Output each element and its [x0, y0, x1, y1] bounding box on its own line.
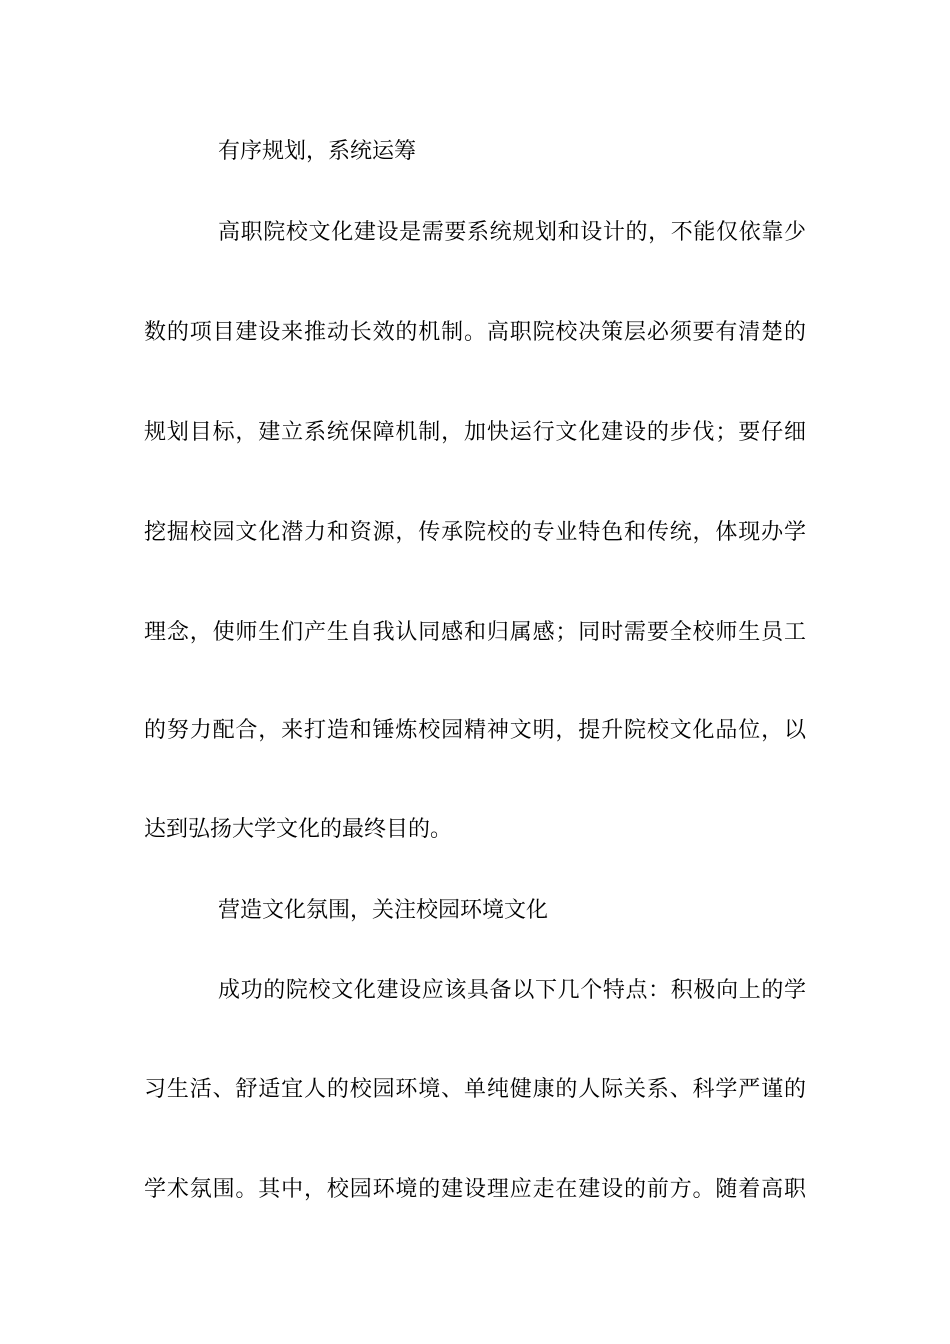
paragraph-line: 理念，使师生们产生自我认同感和归属感；同时需要全校师生员工	[144, 620, 806, 645]
paragraph-line: 学术氛围。其中，校园环境的建设理应走在建设的前方。随着高职	[144, 1177, 806, 1202]
paragraph-line: 的努力配合，来打造和锤炼校园精神文明，提升院校文化品位，以	[144, 718, 806, 743]
paragraph-line: 挖掘校园文化潜力和资源，传承院校的专业特色和传统，体现办学	[144, 520, 806, 545]
paragraph-line-last: 达到弘扬大学文化的最终目的。	[144, 817, 453, 842]
paragraph-line: 数的项目建设来推动长效的机制。高职院校决策层必须要有清楚的	[144, 320, 806, 345]
paragraph-line: 成功的院校文化建设应该具备以下几个特点：积极向上的学	[218, 978, 806, 1003]
paragraph-line: 规划目标，建立系统保障机制，加快运行文化建设的步伐；要仔细	[144, 420, 806, 445]
paragraph-line: 习生活、舒适宜人的校园环境、单纯健康的人际关系、科学严谨的	[144, 1077, 806, 1102]
section-heading-planning: 有序规划，系统运筹	[218, 139, 417, 164]
paragraph-line: 高职院校文化建设是需要系统规划和设计的，不能仅依靠少	[218, 220, 806, 245]
section-heading-environment: 营造文化氛围，关注校园环境文化	[218, 898, 549, 923]
